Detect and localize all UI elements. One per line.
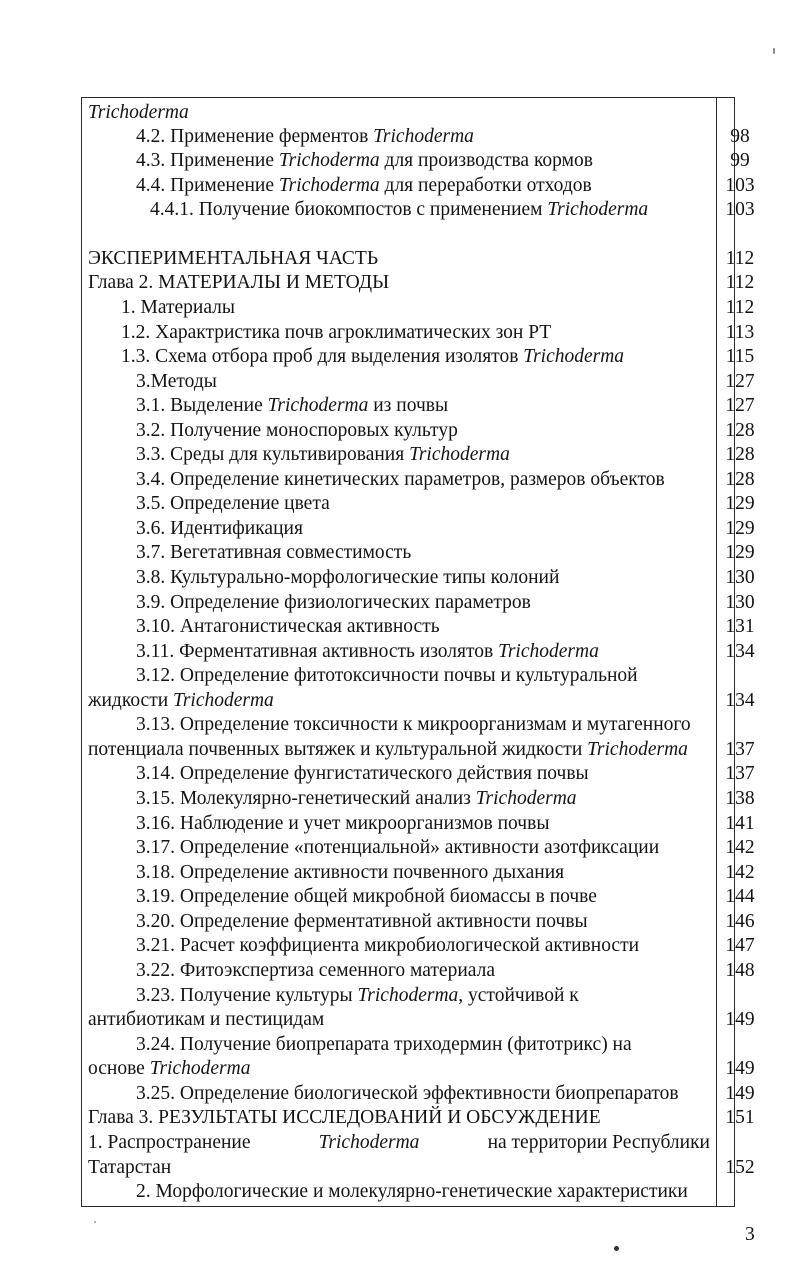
toc-page: 131 — [725, 616, 755, 637]
toc-row-29 — [0, 836, 792, 861]
toc-entry: 3.10. Антагонистическая активность — [136, 616, 440, 637]
toc-page: 148 — [725, 960, 755, 981]
toc-row-8 — [0, 321, 792, 346]
toc-entry: 1. Распространение Trichoderma на территории Республики — [88, 1132, 710, 1153]
toc-row-15 — [0, 492, 792, 517]
toc-page: 103 — [725, 199, 755, 220]
toc-page: 134 — [725, 690, 755, 711]
toc-entry: Глава 3. РЕЗУЛЬТАТЫ ИССЛЕДОВАНИЙ И ОБСУЖДЕНИЕ — [88, 1107, 601, 1128]
toc-page: 112 — [725, 297, 755, 318]
toc-page: 112 — [725, 248, 755, 269]
toc-row-3 — [0, 174, 792, 199]
toc-page: 152 — [725, 1157, 755, 1178]
toc-page: 149 — [725, 1058, 755, 1079]
toc-entry: 3.5. Определение цвета — [136, 493, 330, 514]
scan-speck — [614, 1246, 619, 1251]
toc-entry: 4.4. Применение Trichoderma для переработки отходов — [136, 175, 592, 196]
toc-row-1 — [0, 125, 792, 150]
toc-page: 127 — [725, 371, 755, 392]
toc-entry: Trichoderma — [88, 102, 189, 123]
toc-page: 138 — [725, 788, 755, 809]
toc-entry: 3.14. Определение фунгистатического действия почвы — [136, 763, 589, 784]
toc-entry: ЭКСПЕРИМЕНТАЛЬНАЯ ЧАСТЬ — [88, 248, 379, 269]
toc-row-21 — [0, 640, 792, 665]
toc-entry: 3.Методы — [136, 371, 217, 392]
toc-entry: 1. Материалы — [121, 297, 236, 318]
toc-page: 128 — [725, 420, 755, 441]
toc-page: 115 — [725, 346, 755, 367]
toc-row-12 — [0, 419, 792, 444]
scan-speck — [773, 48, 775, 54]
toc-entry: 3.21. Расчет коэффициента микробиологической активности — [136, 935, 640, 956]
toc-row-24 — [0, 713, 792, 738]
toc-row-2 — [0, 149, 792, 174]
toc-row-18 — [0, 566, 792, 591]
toc-entry: 3.4. Определение кинетических параметров, размеров объектов — [136, 469, 665, 490]
toc-page: 98 — [730, 126, 750, 147]
toc-row-28 — [0, 812, 792, 837]
toc-page: 142 — [725, 862, 755, 883]
toc-entry: 3.13. Определение токсичности к микроорганизмам и мутагенного — [136, 714, 691, 735]
toc-page: 134 — [725, 641, 755, 662]
toc-entry: 3.9. Определение физиологических параметров — [136, 592, 531, 613]
toc-row-5 — [0, 247, 792, 272]
toc-row-10 — [0, 370, 792, 395]
toc-row-13 — [0, 443, 792, 468]
toc-row-41 — [0, 1131, 792, 1156]
toc-entry: 3.15. Молекулярно-генетический анализ Trichoderma — [136, 788, 577, 809]
toc-row-11 — [0, 394, 792, 419]
toc-row-37 — [0, 1033, 792, 1058]
toc-row-20 — [0, 615, 792, 640]
toc-row-35 — [0, 984, 792, 1009]
toc-entry: 3.12. Определение фитотоксичности почвы и культуральной — [136, 665, 638, 686]
toc-entry: 3.7. Вегетативная совместимость — [136, 542, 412, 563]
toc-row-16 — [0, 517, 792, 542]
toc-page: 129 — [725, 493, 755, 514]
toc-row-33 — [0, 934, 792, 959]
toc-entry: 3.6. Идентификация — [136, 518, 303, 539]
toc-page: 147 — [725, 935, 755, 956]
toc-page: 137 — [725, 739, 755, 760]
toc-entry: 3.20. Определение ферментативной активности почвы — [136, 911, 588, 932]
scan-speck — [94, 1221, 96, 1223]
toc-entry: 3.23. Получение культуры Trichoderma, устойчивой к — [136, 985, 579, 1006]
toc-row-40 — [0, 1106, 792, 1131]
toc-page: 144 — [725, 886, 755, 907]
toc-page: 129 — [725, 542, 755, 563]
toc-row-6 — [0, 271, 792, 296]
toc-page: 127 — [725, 395, 755, 416]
toc-entry: 3.16. Наблюдение и учет микроорганизмов почвы — [136, 813, 550, 834]
toc-page: 99 — [730, 150, 750, 171]
toc-row-30 — [0, 861, 792, 886]
toc-entry: 1.2. Характристика почв агроклиматических зон РТ — [121, 322, 552, 343]
toc-entry: основе Trichoderma — [88, 1058, 251, 1079]
toc-row-9 — [0, 345, 792, 370]
toc-page: 146 — [725, 911, 755, 932]
toc-page: 128 — [725, 469, 755, 490]
toc-entry: потенциала почвенных вытяжек и культуральной жидкости Trichoderma — [88, 739, 688, 760]
toc-row-36 — [0, 1008, 792, 1033]
toc-entry: 4.2. Применение ферментов Trichoderma — [136, 126, 474, 147]
toc-row-43 — [0, 1180, 792, 1205]
toc-entry: 3.18. Определение активности почвенного дыхания — [136, 862, 565, 883]
toc-entry: 3.2. Получение моноспоровых культур — [136, 420, 458, 441]
toc-page: 129 — [725, 518, 755, 539]
toc-row-4 — [0, 198, 792, 223]
toc-entry: жидкости Trichoderma — [88, 690, 274, 711]
toc-row-22 — [0, 664, 792, 689]
toc-page: 141 — [725, 813, 755, 834]
toc-page: 130 — [725, 567, 755, 588]
toc-page: 128 — [725, 444, 755, 465]
toc-row-27 — [0, 787, 792, 812]
toc-entry: Татарстан — [88, 1157, 172, 1178]
toc-entry: 3.19. Определение общей микробной биомассы в почве — [136, 886, 597, 907]
toc-row-14 — [0, 468, 792, 493]
toc-row-7 — [0, 296, 792, 321]
toc-entry: 4.4.1. Получение биокомпостов с применением Trichoderma — [150, 199, 649, 220]
toc-row-23 — [0, 689, 792, 714]
toc-entry: 4.3. Применение Trichoderma для производства кормов — [136, 150, 593, 171]
toc-page: 151 — [725, 1107, 755, 1128]
toc-page: 142 — [725, 837, 755, 858]
toc-entry: 3.25. Определение биологической эффективности биопрепаратов — [136, 1083, 679, 1104]
toc-entry: Глава 2. МАТЕРИАЛЫ И МЕТОДЫ — [88, 272, 390, 293]
toc-entry: 3.24. Получение биопрепарата триходермин (фитотрикс) на — [136, 1034, 632, 1055]
toc-row-0 — [0, 101, 792, 126]
toc-row-34 — [0, 959, 792, 984]
toc-row-19 — [0, 591, 792, 616]
toc-entry: антибиотикам и пестицидам — [88, 1009, 325, 1030]
toc-entry: 3.17. Определение «потенциальной» активности азотфиксации — [136, 837, 660, 858]
toc-page: 112 — [725, 272, 755, 293]
toc-entry: 3.8. Культурально-морфологические типы колоний — [136, 567, 560, 588]
page-number: 3 — [745, 1224, 755, 1245]
toc-page: 149 — [725, 1083, 755, 1104]
toc-row-32 — [0, 910, 792, 935]
toc-entry: 3.1. Выделение Trichoderma из почвы — [136, 395, 449, 416]
toc-row-17 — [0, 541, 792, 566]
toc-entry: 1.3. Схема отбора проб для выделения изолятов Trichoderma — [121, 346, 625, 367]
toc-entry: 2. Морфологические и молекулярно-генетические характеристики — [136, 1181, 688, 1202]
toc-page: 130 — [725, 592, 755, 613]
toc-page: 137 — [725, 763, 755, 784]
toc-page: 149 — [725, 1009, 755, 1030]
toc-page: 113 — [725, 322, 755, 343]
toc-row-42 — [0, 1156, 792, 1181]
toc-entry: 3.22. Фитоэкспертиза семенного материала — [136, 960, 495, 981]
toc-row-31 — [0, 885, 792, 910]
toc-row-38 — [0, 1057, 792, 1082]
toc-row-26 — [0, 762, 792, 787]
toc-page: 103 — [725, 175, 755, 196]
toc-entry: 3.11. Ферментативная активность изолятов Trichoderma — [136, 641, 599, 662]
toc-row-25 — [0, 738, 792, 763]
toc-entry: 3.3. Среды для культивирования Trichoderma — [136, 444, 510, 465]
toc-row-39 — [0, 1082, 792, 1107]
